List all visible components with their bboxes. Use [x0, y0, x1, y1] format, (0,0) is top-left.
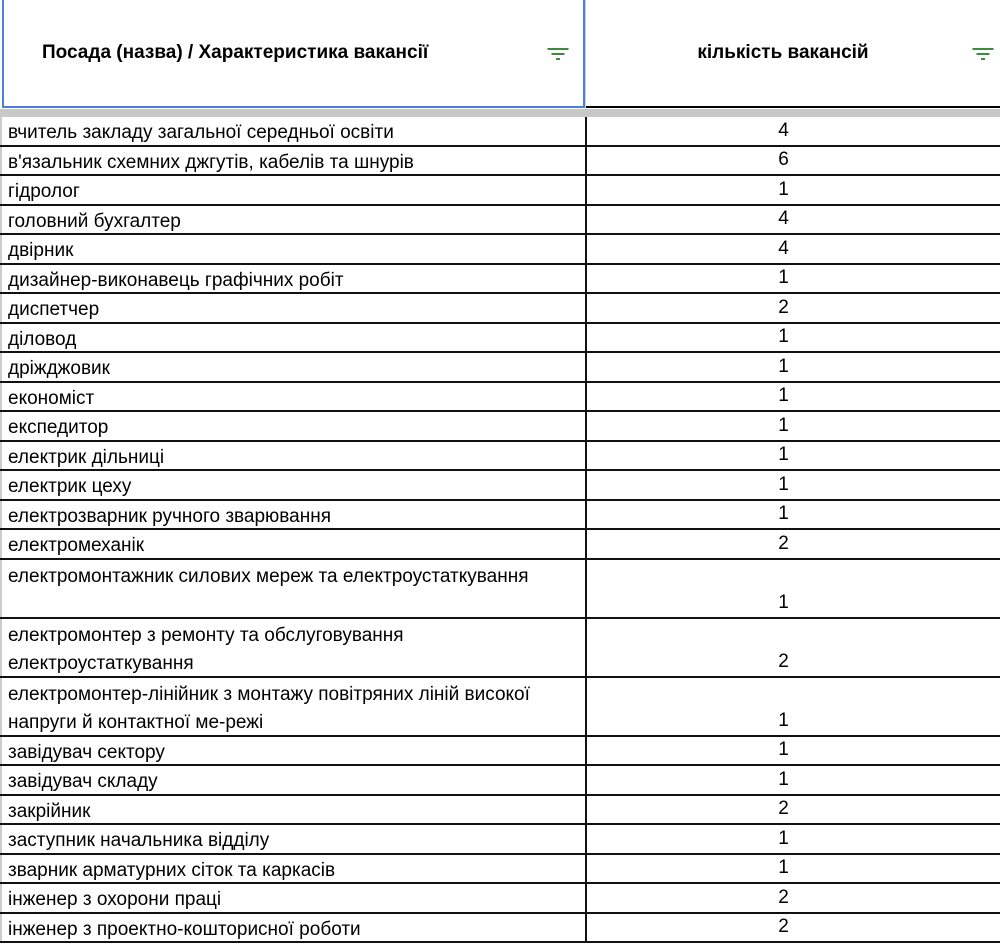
- table-row: [0, 294, 1000, 324]
- vacancies-table: [0, 117, 1000, 943]
- cell-position[interactable]: завідувач сектору: [0, 737, 585, 765]
- table-row: [0, 442, 1000, 472]
- cell-position[interactable]: заступник начальника відділу: [0, 825, 585, 853]
- cell-count[interactable]: 2: [585, 914, 1000, 942]
- cell-count[interactable]: 1: [585, 855, 1000, 883]
- column-header-count[interactable]: [586, 0, 1000, 108]
- cell-position[interactable]: економіст: [0, 383, 585, 411]
- column-header-position-label: Посада (назва) / Характеристика вакансії: [42, 42, 429, 63]
- column-header-count-label: кількість вакансій: [697, 42, 869, 63]
- table-row: [0, 530, 1000, 560]
- cell-count[interactable]: 1: [585, 678, 1000, 735]
- cell-position[interactable]: двірник: [0, 235, 585, 263]
- table-row: [0, 147, 1000, 177]
- cell-position[interactable]: інженер з проектно-кошторисної роботи: [0, 914, 585, 942]
- cell-count[interactable]: 2: [585, 619, 1000, 676]
- cell-position[interactable]: зварник арматурних сіток та каркасів: [0, 855, 585, 883]
- cell-count[interactable]: 1: [585, 176, 1000, 204]
- filter-icon[interactable]: [547, 46, 569, 62]
- cell-count[interactable]: 2: [585, 796, 1000, 824]
- table-row: [0, 353, 1000, 383]
- cell-count[interactable]: 4: [585, 235, 1000, 263]
- cell-position[interactable]: інженер з охорони праці: [0, 884, 585, 912]
- cell-count[interactable]: 1: [585, 353, 1000, 381]
- table-row: [0, 206, 1000, 236]
- cell-count[interactable]: 1: [585, 442, 1000, 470]
- filter-icon[interactable]: [972, 46, 994, 62]
- cell-position[interactable]: експедитор: [0, 412, 585, 440]
- cell-position[interactable]: електромонтажник силових мереж та електроустаткування: [0, 560, 585, 617]
- cell-position[interactable]: вчитель закладу загальної середньої освіти: [0, 117, 585, 145]
- column-header-position[interactable]: [2, 0, 585, 108]
- table-row: [0, 412, 1000, 442]
- table-row: [0, 914, 1000, 944]
- table-row: [0, 324, 1000, 354]
- cell-position[interactable]: завідувач складу: [0, 766, 585, 794]
- table-row: [0, 619, 1000, 678]
- cell-count[interactable]: 1: [585, 737, 1000, 765]
- frozen-row-divider[interactable]: [0, 109, 1000, 117]
- cell-count[interactable]: 2: [585, 530, 1000, 558]
- table-row: [0, 855, 1000, 885]
- cell-count[interactable]: 1: [585, 412, 1000, 440]
- table-row: [0, 560, 1000, 619]
- cell-position[interactable]: в'язальник схемних джгутів, кабелів та шнурів: [0, 147, 585, 175]
- cell-position[interactable]: електрик цеху: [0, 471, 585, 499]
- table-row: [0, 737, 1000, 767]
- cell-position[interactable]: діловод: [0, 324, 585, 352]
- cell-position[interactable]: гідролог: [0, 176, 585, 204]
- table-row: [0, 235, 1000, 265]
- cell-position[interactable]: електромеханік: [0, 530, 585, 558]
- cell-count[interactable]: 1: [585, 560, 1000, 617]
- cell-count[interactable]: 1: [585, 471, 1000, 499]
- cell-position[interactable]: електромонтер-лінійник з монтажу повітряних ліній високої напруги й контактної ме-режі: [0, 678, 585, 735]
- table-row: [0, 265, 1000, 295]
- cell-count[interactable]: 1: [585, 265, 1000, 293]
- cell-position[interactable]: дріжджовик: [0, 353, 585, 381]
- cell-count[interactable]: 4: [585, 117, 1000, 145]
- table-row: [0, 176, 1000, 206]
- cell-position[interactable]: диспетчер: [0, 294, 585, 322]
- table-row: [0, 796, 1000, 826]
- cell-count[interactable]: 1: [585, 501, 1000, 529]
- table-row: [0, 471, 1000, 501]
- table-row: [0, 884, 1000, 914]
- table-row: [0, 766, 1000, 796]
- cell-position[interactable]: електрозварник ручного зварювання: [0, 501, 585, 529]
- cell-position[interactable]: електромонтер з ремонту та обслуговування електроустаткування: [0, 619, 585, 676]
- cell-count[interactable]: 1: [585, 324, 1000, 352]
- cell-position[interactable]: дизайнер-виконавець графічних робіт: [0, 265, 585, 293]
- cell-position[interactable]: закрійник: [0, 796, 585, 824]
- table-row: [0, 501, 1000, 531]
- cell-position[interactable]: електрик дільниці: [0, 442, 585, 470]
- table-row: [0, 678, 1000, 737]
- cell-count[interactable]: 1: [585, 383, 1000, 411]
- cell-count[interactable]: 2: [585, 884, 1000, 912]
- table-row: [0, 383, 1000, 413]
- cell-count[interactable]: 4: [585, 206, 1000, 234]
- table-row: [0, 825, 1000, 855]
- table-header: [0, 0, 1000, 109]
- cell-count[interactable]: 2: [585, 294, 1000, 322]
- table-row: [0, 117, 1000, 147]
- cell-count[interactable]: 1: [585, 766, 1000, 794]
- cell-count[interactable]: 6: [585, 147, 1000, 175]
- cell-position[interactable]: головний бухгалтер: [0, 206, 585, 234]
- cell-count[interactable]: 1: [585, 825, 1000, 853]
